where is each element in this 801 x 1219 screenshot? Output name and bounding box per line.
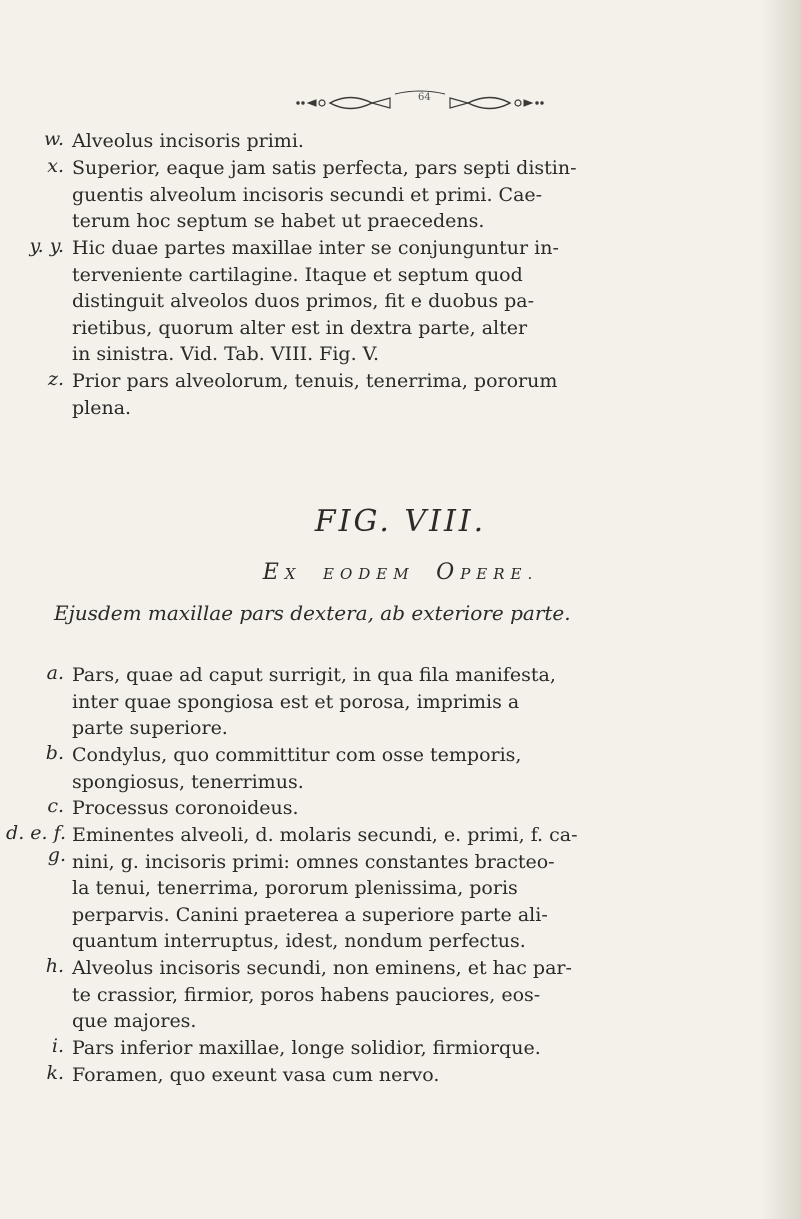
entry-marker: y. y. (29, 235, 64, 257)
text-line: terveniente cartilagine. Itaque et septum quod (72, 263, 523, 286)
entry-marker: z. (47, 368, 64, 390)
text-line: Alveolus incisoris secundi, non eminens, et hac par- (72, 957, 572, 979)
entry-text (72, 1062, 772, 1089)
text-line: Eminentes alveoli, d. molaris secundi, e. primi, f. ca- (72, 824, 578, 846)
text-line: guentis alveolum incisoris secundi et primi. Cae- (72, 183, 543, 206)
entry-text (72, 742, 772, 795)
text-line: plena. (72, 396, 132, 419)
text-line: spongiosus, tenerrimus. (72, 770, 304, 793)
text-line: distinguit alveolos duos primos, fit e duobus pa- (72, 290, 535, 312)
text-line: Condylus, quo committitur com osse temporis, (72, 744, 522, 766)
text-line: perparvis. Canini praeterea a superiore parte ali- (72, 903, 548, 926)
text-line: terum hoc septum se habet ut praecedens. (72, 210, 485, 232)
entry-text (72, 155, 772, 235)
entry-text (72, 822, 772, 955)
entry-marker: i. (51, 1035, 64, 1057)
entry-text (72, 795, 772, 822)
source-letters: PERE. (460, 565, 539, 583)
source-letter: X (284, 565, 302, 583)
text-line: te crassior, firmior, poros habens pauciores, eos- (72, 983, 541, 1006)
entry-text (72, 128, 772, 155)
text-line: Processus coronoideus. (72, 797, 299, 819)
text-line: Prior pars alveolorum, tenuis, tenerrima, pororum (72, 370, 558, 392)
source-initial: O (436, 560, 461, 585)
text-line: Superior, eaque jam satis perfecta, pars septi distin- (72, 157, 577, 179)
entry-text (72, 955, 772, 1035)
entry-marker: x. (47, 155, 64, 177)
text-line: Alveolus incisoris primi. (72, 130, 304, 152)
text-line: que majores. (72, 1010, 197, 1032)
figure-caption: Ejusdem maxillae pars dextera, ab exteriore parte. (54, 601, 571, 625)
source-initial: E (262, 560, 285, 585)
text-line: Foramen, quo exeunt vasa cum nervo. (72, 1064, 440, 1086)
entry-marker: a. (46, 662, 64, 684)
figure-source (0, 560, 801, 585)
entry-text (72, 1035, 772, 1062)
entry-marker: c. (47, 795, 64, 817)
entry-text (72, 662, 772, 742)
entry-text (72, 235, 772, 368)
entry-marker: h. (45, 955, 64, 977)
text-line: Hic duae partes maxillae inter se conjunguntur in- (72, 237, 559, 259)
text-line: nini, g. incisoris primi: omnes constantes bracteo- (72, 850, 555, 873)
text-line: rietibus, quorum alter est in dextra parte, alter (72, 316, 528, 339)
entry-marker: w. (43, 128, 64, 150)
entry-marker: d. e. f. g. (6, 822, 66, 866)
text-line: quantum interruptus, idest, nondum perfectus. (72, 930, 526, 952)
text-line: la tenui, tenerrima, pororum plenissima, poris (72, 877, 518, 899)
figure-title: FIG. VIII. (314, 504, 487, 539)
entry-text (72, 368, 772, 421)
text-line: Pars inferior maxillae, longe solidior, firmiorque. (72, 1037, 541, 1059)
entry-marker: b. (45, 742, 64, 764)
text-line: Pars, quae ad caput surrigit, in qua fila manifesta, (72, 664, 556, 686)
source-word: EODEM (323, 565, 415, 583)
entry-marker: k. (46, 1062, 64, 1084)
text-line: in sinistra. Vid. Tab. VIII. Fig. V. (72, 343, 380, 365)
text-line: inter quae spongiosa est et porosa, imprimis a (72, 690, 520, 713)
text-line: parte superiore. (72, 717, 228, 739)
page-number: 64 (418, 92, 431, 103)
